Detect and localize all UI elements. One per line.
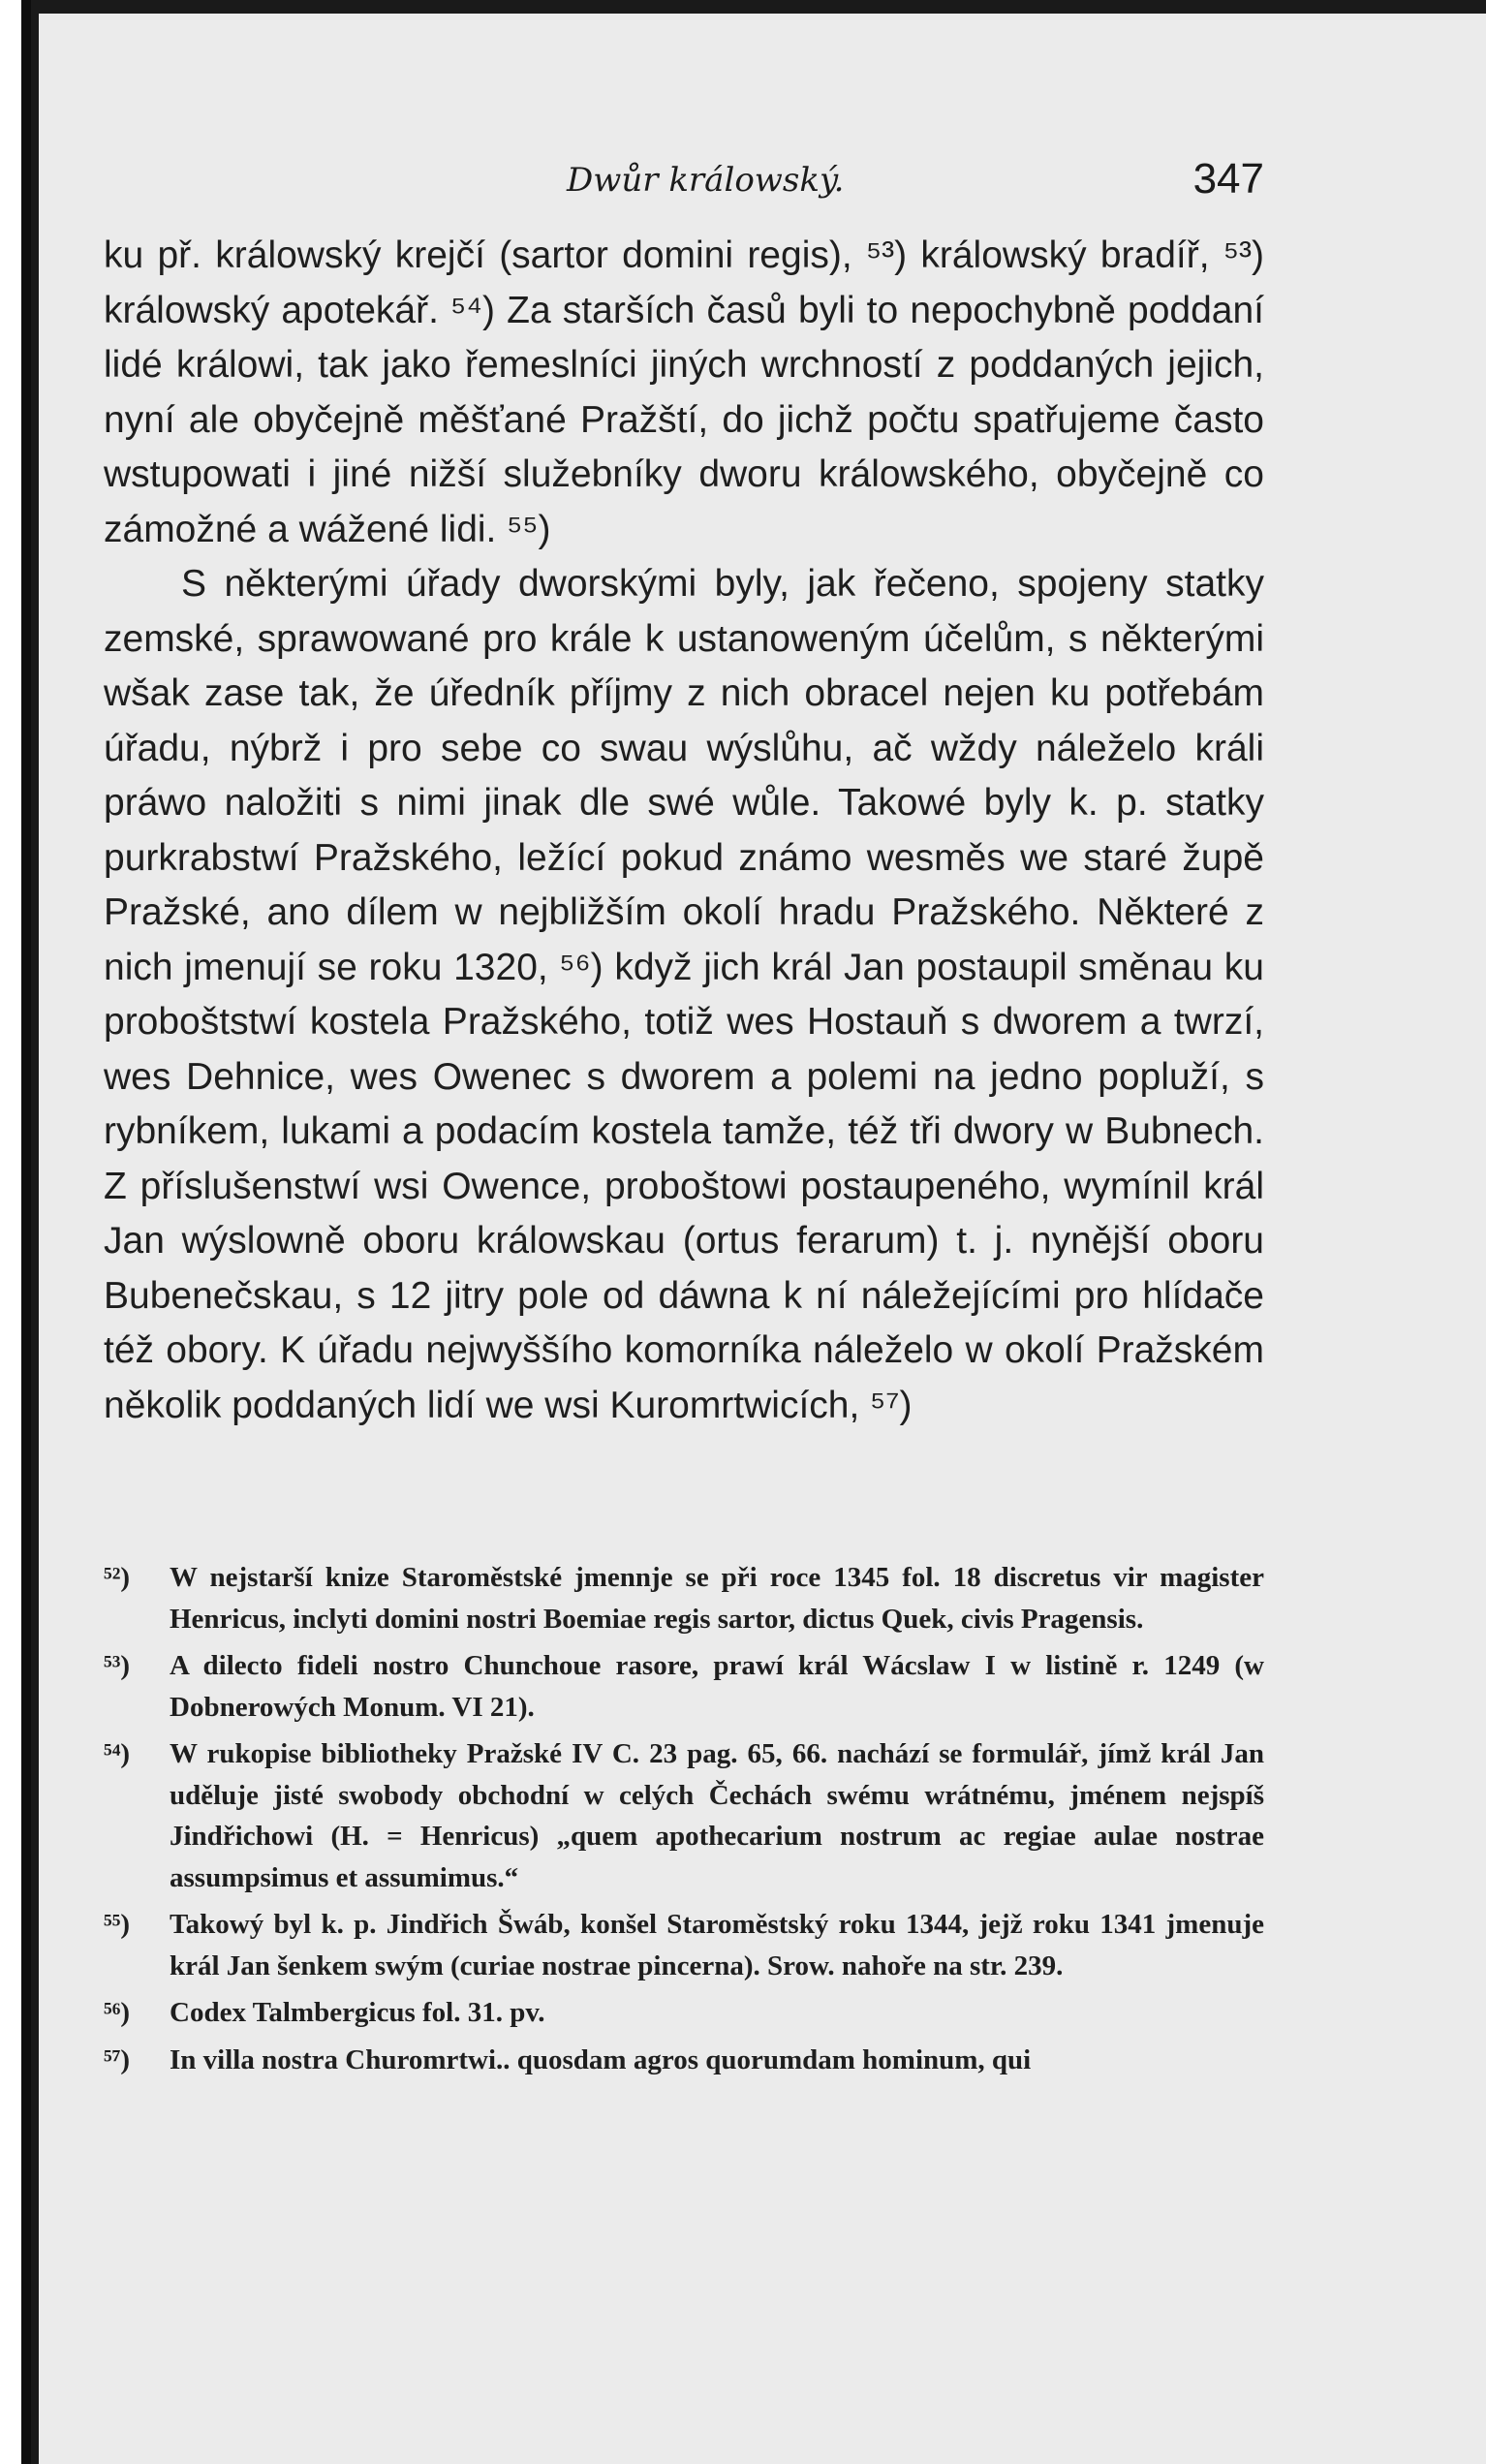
footnote-marker: ⁵⁵) <box>104 1909 131 1940</box>
footnote <box>104 1904 1264 1986</box>
book-page <box>39 14 1486 2464</box>
footnotes <box>104 1557 1264 2086</box>
footnote-text: In villa nostra Churomrtwi.. quosdam agros quorumdam hominum, qui <box>170 2043 1032 2075</box>
footnote-text: Codex Talmbergicus fol. 31. pv. <box>170 1997 545 2028</box>
footnote-marker: ⁵²) <box>104 1562 131 1593</box>
footnote-marker: ⁵³) <box>104 1650 131 1681</box>
footnote <box>104 2040 1264 2081</box>
footnote-text: Takowý byl k. p. Jindřich Šwáb, konšel Staroměstský roku 1344, jejž roku 1341 jmenuje král Jan šenkem swým (curiae nostrae pincerna). Srow. nahoře na str. 239. <box>170 1909 1264 1981</box>
running-head: Dwůr králowský. <box>567 161 845 200</box>
paragraph: ku př. králowský krejčí (sartor domini regis), ⁵³) králowský bradíř, ⁵³) králowský apotekář. ⁵⁴) Za starších časů byli to nepochybně poddaní lidé králowi, tak jako řemeslníci jiných wrchností z poddaných jejich, nyní ale obyčejně měšťané Pražští, do jichž počtu spatřujeme často wstupowati i jiné nižší služebníky dworu králowského, obyčejně co zámožné a wážené lidi. ⁵⁵) <box>104 234 1264 550</box>
footnote-marker: ⁵⁷) <box>104 2043 131 2075</box>
footnote-text: A dilecto fideli nostro Chunchoue rasore, prawí král Wácslaw I w listině r. 1249 (w Dobnerowých Monum. VI 21). <box>170 1650 1264 1723</box>
footnote <box>104 1645 1264 1728</box>
page-number: 347 <box>1192 155 1264 203</box>
footnote-marker: ⁵⁶) <box>104 1997 131 2028</box>
footnote-text: W rukopise bibliotheky Pražské IV C. 23 pag. 65, 66. nachází se formulář, jímž král Jan uděluje jisté swobody obchodní w celých Čechách swému wrátnému, jménem nejspíš Jindřichowi (H. = Henricus) „quem apothecarium nostrum ac regiae aulae nostrae assumpsimus et assumimus.“ <box>170 1738 1264 1893</box>
scan-edge <box>0 0 31 2464</box>
paragraph: S některými úřady dworskými byly, jak řečeno, spojeny statky zemské, sprawowané pro krále k ustanoweným účelům, s některými wšak zase tak, že úředník příjmy z nich obracel nejen ku potřebám úřadu, nýbrž i pro sebe co swau wýslůhu, ač wždy náleželo králi práwo naložiti s nimi jinak dle swé wůle. Takowé byly k. p. statky purkrabstwí Pražského, ležící pokud známo wesměs we staré župě Pražské, ano dílem w nejbližším okolí hradu Pražského. Některé z nich jmenují se roku 1320, ⁵⁶) když jich král Jan postaupil směnau ku proboštstwí kostela Pražského, totiž wes Hostauň s dworem a twrzí, wes Dehnice, wes Owenec s dworem a polemi na jedno popluží, s rybníkem, lukami a podacím kostela tamže, též tři dwory w Bubnech. Z příslušenstwí wsi Owence, proboštowi postaupeného, wymínil král Jan wýslowně oboru králowskau (ortus ferarum) t. j. nynější oboru Bubenečskau, s 12 jitry pole od dáwna k ní náležejícími pro hlídače též obory. K úřadu nejwyššího komorníka náleželo w okolí Pražském několik poddaných lidí we wsi Kuromrtwicích, ⁵⁷) <box>104 563 1264 1426</box>
footnote-text: W nejstarší knize Staroměstské jmennje se při roce 1345 fol. 18 discretus vir magister Henricus, inclyti domini nostri Boemiae regis sartor, dictus Quek, civis Pragensis. <box>170 1562 1264 1635</box>
footnote <box>104 1992 1264 2034</box>
footnote <box>104 1733 1264 1898</box>
page-header <box>92 155 1264 213</box>
footnote <box>104 1557 1264 1639</box>
footnote-marker: ⁵⁴) <box>104 1738 131 1769</box>
main-text <box>104 229 1264 1433</box>
